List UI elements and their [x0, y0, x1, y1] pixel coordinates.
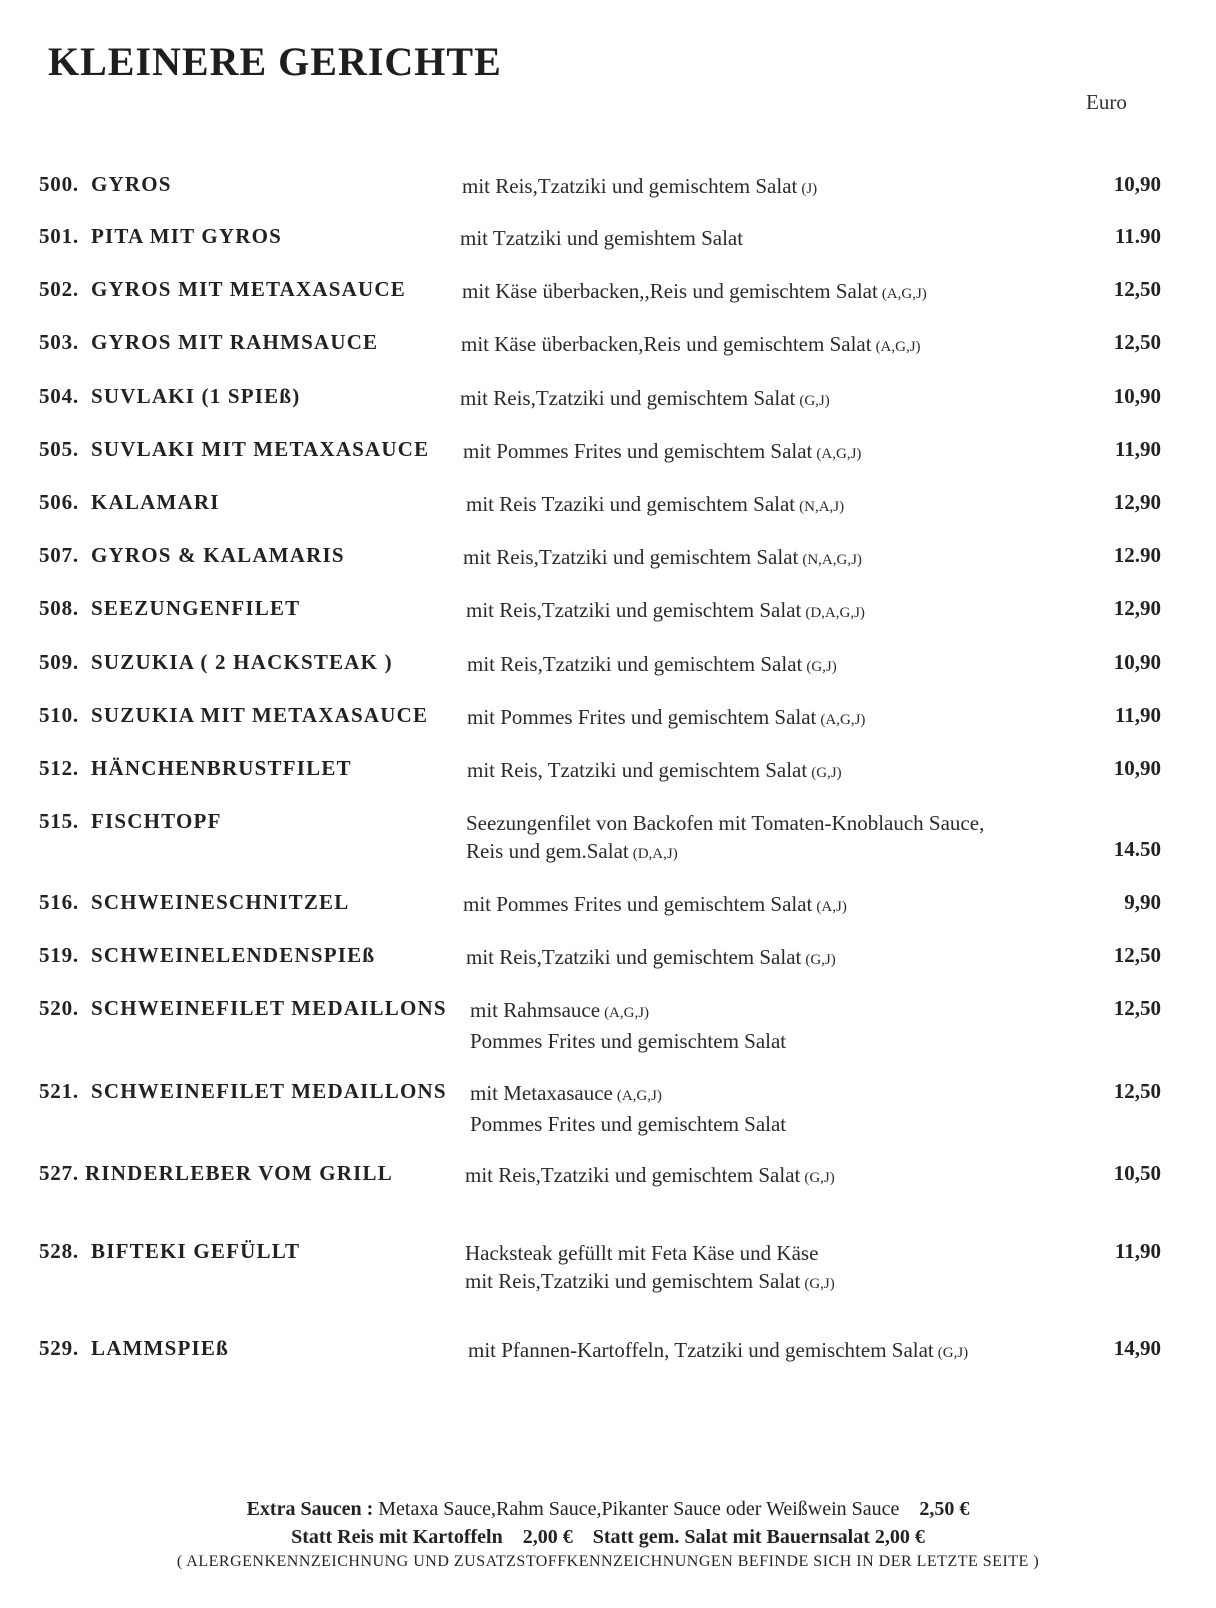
description-line	[460, 224, 743, 252]
currency-label: Euro	[1086, 90, 1127, 114]
item-description	[470, 1079, 786, 1138]
item-price: 12,50	[1113, 996, 1161, 1020]
allergen-codes: (A,G,J)	[881, 286, 927, 302]
menu-item	[0, 1336, 1216, 1396]
menu-item	[0, 996, 1216, 1056]
description-text: mit Metaxasauce	[470, 1081, 613, 1105]
item-price: 14.50	[1113, 837, 1161, 861]
description-text: mit Reis, Tzatziki und gemischtem Salat	[467, 758, 808, 782]
item-number: 501.	[39, 224, 79, 248]
item-name: SUVLAKI (1 SPIEß)	[91, 384, 301, 408]
menu-item	[0, 703, 1216, 763]
item-number: 528.	[39, 1239, 79, 1263]
item-name: KALAMARI	[91, 490, 220, 514]
item-name: HÄNCHENBRUSTFILET	[91, 756, 352, 780]
item-price: 12,50	[1113, 1079, 1161, 1103]
item-name: SEEZUNGENFILET	[91, 596, 301, 620]
description-text: mit Rahmsauce	[470, 998, 601, 1022]
description-line	[470, 1027, 786, 1055]
description-line	[465, 1239, 835, 1267]
item-description	[467, 756, 842, 787]
potato-substitution-price: 2,00 €	[522, 1526, 573, 1548]
allergen-codes: (G,J)	[937, 1345, 969, 1361]
item-number: 507.	[39, 543, 79, 567]
description-line	[466, 943, 836, 974]
description-line	[462, 277, 927, 308]
allergen-codes: (G,J)	[804, 1276, 835, 1292]
description-text: mit Tzatziki und gemishtem Salat	[460, 226, 744, 250]
description-text: mit Pfannen-Kartoffeln, Tzatziki und gemischtem Salat	[468, 1338, 934, 1362]
description-line	[470, 996, 786, 1027]
menu-item	[0, 756, 1216, 816]
description-line	[470, 1110, 786, 1138]
description-text: Pommes Frites und gemischtem Salat	[470, 1112, 787, 1136]
description-text: mit Reis,Tzatziki und gemischtem Salat	[460, 386, 796, 410]
item-name: BIFTEKI GEFÜLLT	[91, 1239, 301, 1263]
item-price: 10,90	[1113, 384, 1161, 408]
item-price: 9,90	[1124, 890, 1161, 914]
item-name: SCHWEINELENDENSPIEß	[91, 943, 376, 967]
description-text: Pommes Frites und gemischtem Salat	[470, 1029, 787, 1053]
allergen-codes: (G,J)	[805, 952, 836, 968]
menu-item	[0, 277, 1216, 337]
item-price: 12.90	[1113, 543, 1161, 567]
description-line	[466, 837, 984, 868]
menu-item	[0, 1161, 1216, 1221]
description-text: Seezungenfilet von Backofen mit Tomaten-Knoblauch Sauce,	[466, 811, 985, 835]
item-number: 529.	[39, 1336, 79, 1360]
description-line	[466, 596, 865, 627]
allergen-codes: (A,G,J)	[875, 339, 921, 355]
allergen-codes: (G,J)	[799, 393, 830, 409]
description-line	[467, 650, 837, 681]
item-description	[467, 703, 865, 734]
description-text: Hacksteak gefüllt mit Feta Käse und Käse	[465, 1241, 819, 1265]
item-name: GYROS & KALAMARIS	[91, 543, 345, 567]
extra-sauces-price: 2,50 €	[919, 1498, 970, 1520]
item-description	[463, 543, 862, 574]
item-name: SCHWEINEFILET MEDAILLONS	[91, 996, 447, 1020]
footer-extra-sauces	[0, 1498, 1216, 1521]
menu-item	[0, 943, 1216, 1003]
page-title: KLEINERE GERICHTE	[48, 39, 502, 84]
item-number: 500.	[39, 172, 79, 196]
item-price: 12,50	[1113, 330, 1161, 354]
description-text: mit Reis,Tzatziki und gemischtem Salat	[466, 598, 802, 622]
menu-item	[0, 890, 1216, 950]
allergen-codes: (A,G,J)	[816, 446, 862, 462]
description-text: mit Käse überbacken,Reis und gemischtem Salat	[461, 332, 872, 356]
menu-item	[0, 330, 1216, 390]
item-number: 515.	[39, 809, 79, 833]
extra-sauces-text: Metaxa Sauce,Rahm Sauce,Pikanter Sauce oder Weißwein Sauce	[378, 1498, 900, 1520]
allergen-codes: (N,A,G,J)	[802, 552, 862, 568]
item-name: SCHWEINESCHNITZEL	[91, 890, 350, 914]
description-line	[467, 703, 865, 734]
description-line	[468, 1336, 968, 1367]
item-name: GYROS MIT RAHMSAUCE	[91, 330, 379, 354]
item-price: 12,90	[1113, 490, 1161, 514]
description-line	[463, 543, 862, 574]
description-line	[465, 1267, 835, 1298]
description-text: mit Käse überbacken,,Reis und gemischtem Salat	[462, 279, 878, 303]
item-number: 506.	[39, 490, 79, 514]
item-number: 521.	[39, 1079, 79, 1103]
description-line	[460, 384, 830, 415]
item-number: 510.	[39, 703, 79, 727]
footer-substitutions	[0, 1526, 1216, 1549]
menu-item	[0, 224, 1216, 284]
description-text: mit Reis,Tzatziki und gemischtem Salat	[463, 545, 799, 569]
menu-item	[0, 437, 1216, 497]
menu-item	[0, 543, 1216, 603]
allergen-codes: (A,G,J)	[820, 712, 866, 728]
description-text: mit Reis,Tzatziki und gemischtem Salat	[462, 174, 798, 198]
item-name: RINDERLEBER VOM GRILL	[85, 1161, 393, 1185]
description-text: mit Reis,Tzatziki und gemischtem Salat	[467, 652, 803, 676]
menu-item	[0, 1079, 1216, 1139]
description-line	[470, 1079, 786, 1110]
item-description	[465, 1161, 835, 1192]
item-number: 527.	[39, 1161, 79, 1185]
description-text: mit Pommes Frites und gemischtem Salat	[463, 892, 813, 916]
item-number: 505.	[39, 437, 79, 461]
item-number: 516.	[39, 890, 79, 914]
item-name: SUZUKIA MIT METAXASAUCE	[91, 703, 429, 727]
item-number: 503.	[39, 330, 79, 354]
description-line	[463, 437, 861, 468]
description-text: mit Reis Tzaziki und gemischtem Salat	[466, 492, 796, 516]
item-price: 11,90	[1114, 1239, 1161, 1263]
item-price: 12,90	[1113, 596, 1161, 620]
description-line	[465, 1161, 835, 1192]
item-name: GYROS MIT METAXASAUCE	[91, 277, 406, 301]
description-text: mit Reis,Tzatziki und gemischtem Salat	[465, 1269, 801, 1293]
allergen-codes: (A,G,J)	[604, 1005, 650, 1021]
item-price: 12,50	[1113, 277, 1161, 301]
allergen-codes: (D,A,G,J)	[805, 605, 865, 621]
item-description	[463, 437, 861, 468]
item-number: 502.	[39, 277, 79, 301]
menu-item	[0, 172, 1216, 232]
item-description	[466, 809, 984, 868]
allergen-codes: (G,J)	[806, 659, 837, 675]
item-description	[467, 650, 837, 681]
item-description	[461, 330, 921, 361]
description-text: mit Pommes Frites und gemischtem Salat	[467, 705, 817, 729]
item-description	[466, 596, 865, 627]
item-price: 11,90	[1114, 437, 1161, 461]
item-description	[466, 943, 836, 974]
item-name: PITA MIT GYROS	[91, 224, 283, 248]
item-price: 10,50	[1113, 1161, 1161, 1185]
allergen-codes: (A,G,J)	[616, 1088, 662, 1104]
item-number: 504.	[39, 384, 79, 408]
menu-item	[0, 384, 1216, 444]
item-price: 10,90	[1113, 172, 1161, 196]
allergen-codes: (G,J)	[811, 765, 842, 781]
item-description	[460, 224, 743, 252]
item-number: 509.	[39, 650, 79, 674]
salad-substitution: Statt gem. Salat mit Bauernsalat 2,00 €	[592, 1526, 925, 1548]
item-number: 519.	[39, 943, 79, 967]
description-line	[461, 330, 921, 361]
item-description	[460, 384, 830, 415]
menu-item	[0, 650, 1216, 710]
item-number: 512.	[39, 756, 79, 780]
allergen-codes: (A,J)	[816, 899, 847, 915]
description-text: Reis und gem.Salat	[466, 839, 629, 863]
description-line	[467, 756, 842, 787]
allergen-note: ( ALERGENKENNZEICHNUNG UND ZUSATZSTOFFKENNZEICHNUNGEN BEFINDE SICH IN DER LETZTE SEITE )	[176, 1553, 1040, 1570]
item-description	[462, 172, 817, 203]
item-name: LAMMSPIEß	[91, 1336, 229, 1360]
allergen-codes: (N,A,J)	[799, 499, 845, 515]
allergen-codes: (J)	[801, 181, 818, 197]
description-text: mit Reis,Tzatziki und gemischtem Salat	[466, 945, 802, 969]
item-price: 10,90	[1113, 756, 1161, 780]
item-name: GYROS	[91, 172, 172, 196]
menu-item	[0, 1239, 1216, 1299]
description-text: mit Reis,Tzatziki und gemischtem Salat	[465, 1163, 801, 1187]
item-number: 520.	[39, 996, 79, 1020]
menu-item	[0, 596, 1216, 656]
description-line	[463, 890, 847, 921]
item-description	[465, 1239, 835, 1298]
item-price: 11.90	[1114, 224, 1161, 248]
item-number: 508.	[39, 596, 79, 620]
allergen-codes: (G,J)	[804, 1170, 835, 1186]
item-price: 10,90	[1113, 650, 1161, 674]
item-price: 12,50	[1113, 943, 1161, 967]
item-price: 14,90	[1113, 1336, 1161, 1360]
item-price: 11,90	[1114, 703, 1161, 727]
item-description	[468, 1336, 968, 1367]
allergen-codes: (D,A,J)	[632, 846, 678, 862]
item-name: FISCHTOPF	[91, 809, 222, 833]
potato-substitution: Statt Reis mit Kartoffeln	[291, 1526, 503, 1548]
description-text: mit Pommes Frites und gemischtem Salat	[463, 439, 813, 463]
menu-item	[0, 809, 1216, 869]
item-name: SUVLAKI MIT METAXASAUCE	[91, 437, 430, 461]
item-name: SUZUKIA ( 2 HACKSTEAK )	[91, 650, 393, 674]
extra-sauces-label: Extra Saucen :	[246, 1498, 374, 1520]
item-description	[462, 277, 927, 308]
item-description	[466, 490, 844, 521]
item-description	[463, 890, 847, 921]
description-line	[466, 809, 984, 837]
description-line	[462, 172, 817, 203]
item-name: SCHWEINEFILET MEDAILLONS	[91, 1079, 447, 1103]
item-description	[470, 996, 786, 1055]
description-line	[466, 490, 844, 521]
menu-item	[0, 490, 1216, 550]
